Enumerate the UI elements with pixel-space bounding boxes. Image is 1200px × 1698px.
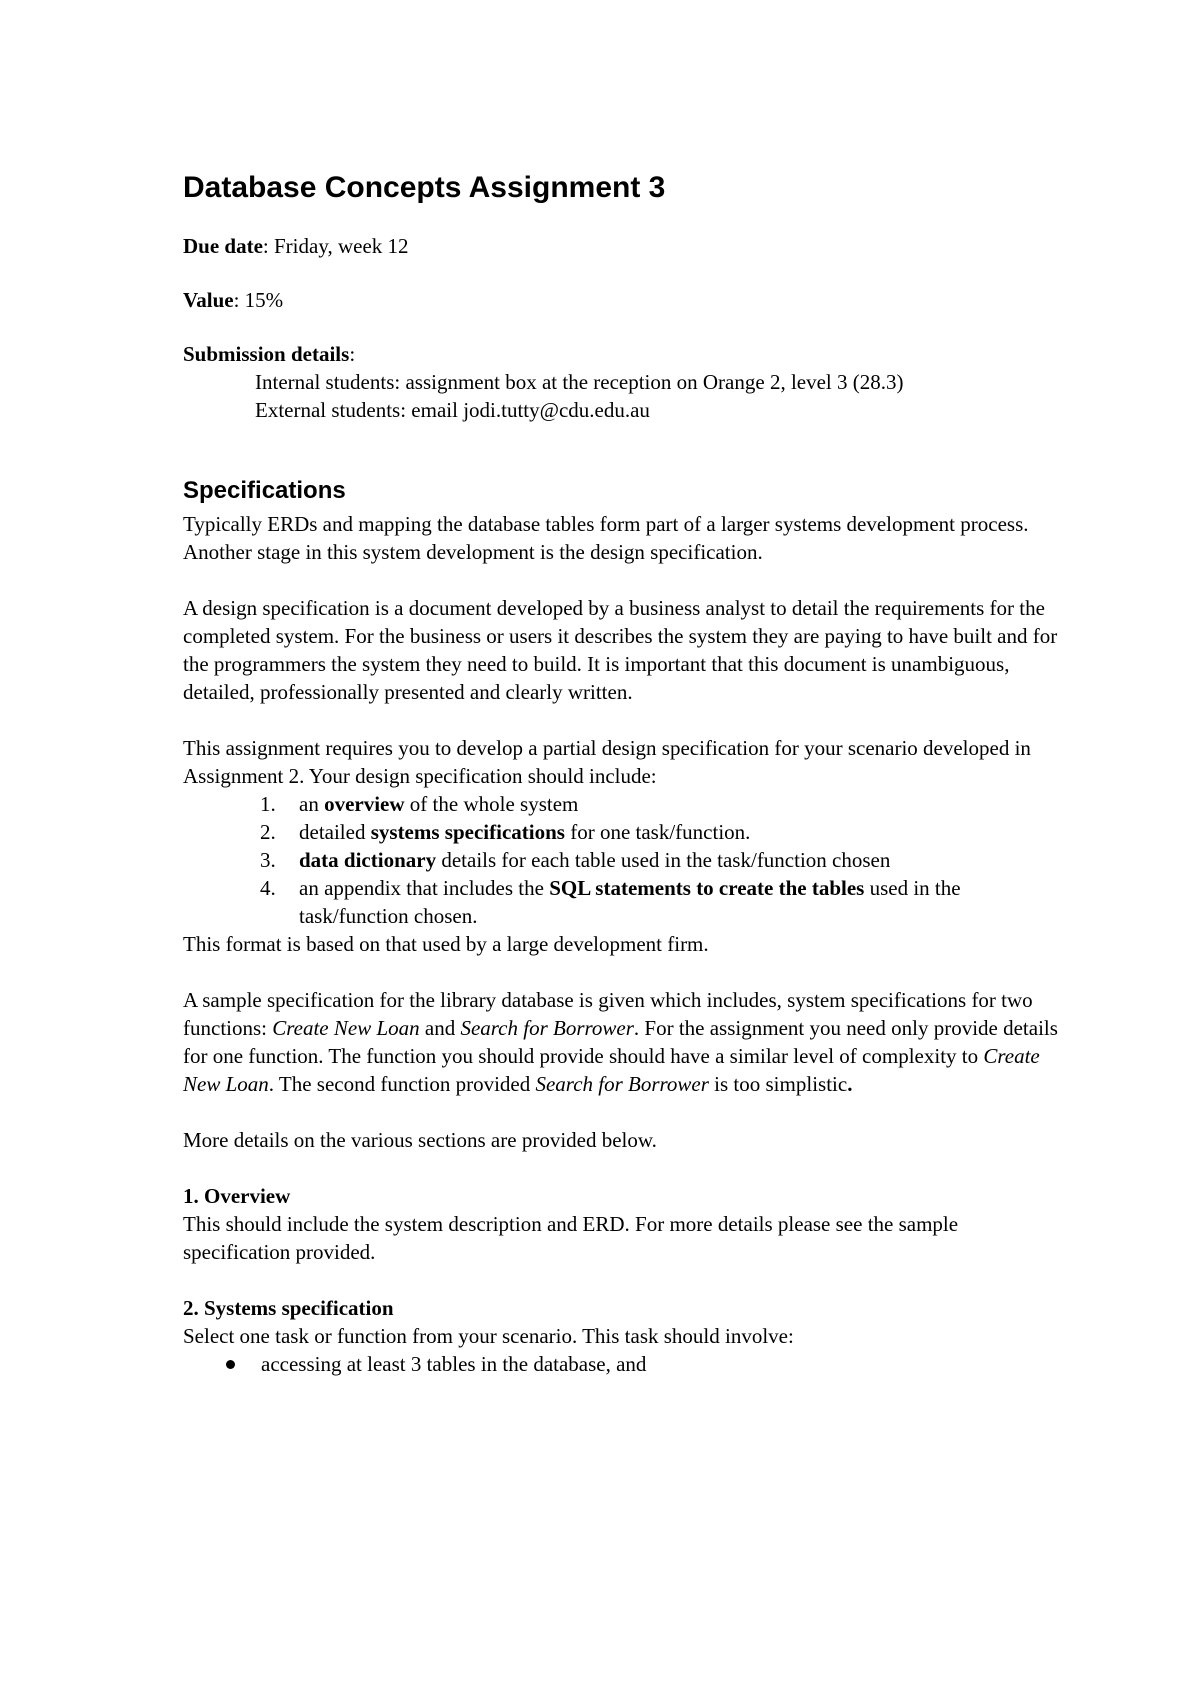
due-date-line (183, 232, 1063, 260)
bullet-icon (226, 1360, 235, 1369)
list-item-text: detailed (299, 820, 371, 844)
list-item (183, 846, 1063, 874)
sample-text: and (419, 1016, 461, 1040)
systems-spec-text: Select one task or function from your scenario. This task should involve: (183, 1324, 794, 1348)
function-name: Create New Loan (272, 1016, 420, 1040)
sample-text: . The second function provided (268, 1072, 536, 1096)
bullet-text: accessing at least 3 tables in the database, and (261, 1352, 647, 1376)
submission-items (255, 368, 1063, 424)
submission-external: External students: email jodi.tutty@cdu.edu.au (255, 398, 650, 422)
sample-text: is too simplistic (708, 1072, 848, 1096)
list-item-text: for one task/function. (564, 820, 751, 844)
function-name: Search for Borrower (535, 1072, 709, 1096)
submission-details (183, 340, 1063, 424)
function-name: Create New Loan (183, 1044, 1040, 1096)
submission-label: Submission details (183, 342, 350, 366)
value-line (183, 286, 1063, 314)
list-item-text: used in the task/function chosen. (299, 876, 961, 928)
list-item (183, 874, 1063, 930)
sample-specification-para (183, 986, 1063, 1098)
document-content (183, 170, 1063, 1378)
value-value: : 15% (233, 288, 284, 312)
format-note: This format is based on that used by a large development firm. (183, 932, 709, 956)
specifications-para-2: A design specification is a document developed by a business analyst to detail the requirements for the completed system. For the business or users it describes the system they are paying to have built and for the programmers the system they need to build. It is important that this document is unambiguous, detailed, professionally presented and clearly written. (183, 596, 1058, 704)
overview-heading: 1. Overview (183, 1184, 291, 1208)
list-item-emphasis: data dictionary (299, 848, 437, 872)
list-item-number: 3. (260, 848, 276, 872)
list-item-text: an (299, 792, 325, 816)
submission-internal: Internal students: assignment box at the reception on Orange 2, level 3 (28.3) (255, 370, 904, 394)
list-item-emphasis: systems specifications (370, 820, 565, 844)
list-item-text: an appendix that includes the (299, 876, 550, 900)
due-date-value: : Friday, week 12 (262, 234, 409, 258)
overview-text: This should include the system description and ERD. For more details please see the sample specification provided. (183, 1212, 959, 1264)
value-label: Value (183, 288, 234, 312)
document-title: Database Concepts Assignment 3 (183, 171, 666, 204)
systems-spec-bullets (183, 1350, 1063, 1378)
submission-label-line (183, 340, 1063, 368)
list-item (183, 818, 1063, 846)
specifications-heading: Specifications (183, 477, 346, 504)
systems-spec-heading: 2. Systems specification (183, 1296, 394, 1320)
function-name: Search for Borrower (460, 1016, 634, 1040)
requirements-list (183, 790, 1063, 930)
list-item (183, 790, 1063, 818)
more-details-para: More details on the various sections are provided below. (183, 1128, 657, 1152)
list-item-number: 2. (260, 820, 276, 844)
specifications-para-3: This assignment requires you to develop a partial design specification for your scenario developed in Assignment 2. Your design specification should include: (183, 736, 1031, 788)
list-item-emphasis: overview (324, 792, 405, 816)
list-item (183, 1350, 1063, 1378)
specifications-para-1: Typically ERDs and mapping the database tables form part of a larger systems development process. Another stage in this system development is the design specification. (183, 512, 1029, 564)
sample-text: A sample specification for the library database is given which includes, system specifications for two functions: (183, 988, 1033, 1040)
submission-label-suffix: : (349, 342, 356, 366)
due-date-label: Due date (183, 234, 263, 258)
sample-text: . For the assignment you need only provide details for one function. The function you should provide should have a similar level of complexity to (183, 1016, 1058, 1068)
list-item-text: details for each table used in the task/function chosen (436, 848, 891, 872)
list-item-number: 4. (260, 876, 276, 900)
list-item-number: 1. (260, 792, 276, 816)
sample-text-period: . (847, 1072, 853, 1096)
list-item-text: of the whole system (404, 792, 579, 816)
list-item-emphasis: SQL statements to create the tables (549, 876, 865, 900)
